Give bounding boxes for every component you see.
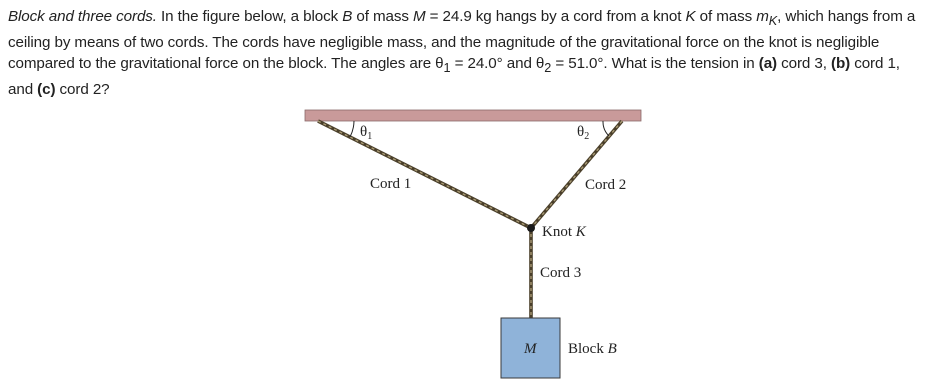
cord-1-label: Cord 1 [370, 176, 412, 192]
part-a-label: (a) [758, 55, 777, 73]
knot-mass-subscript: K [768, 14, 778, 29]
knot-label: Knot K [542, 224, 586, 240]
block-label: Block B [568, 341, 617, 357]
part-b-text: cord 1, and [8, 55, 900, 99]
theta1-label: $\theta_1$ [360, 124, 373, 142]
ceiling [305, 110, 641, 121]
theta2-subscript: 2 [544, 61, 552, 76]
problem-text-segment: of mass [695, 8, 757, 25]
theta1-value: = 24.0° and [450, 55, 536, 73]
problem-text-segment: , which hangs from a ceiling by means of two cords. The cords have negligible mass, and the magnitude of the gravitational force on the knot is negligible compared to the gravitational force on the block. The angles are [8, 8, 916, 73]
theta2-symbol: θ [535, 55, 545, 73]
theta1-symbol: θ [435, 55, 444, 73]
knot-mass-symbol: m [756, 8, 769, 25]
theta2-arc [603, 121, 609, 136]
theta1-arc [350, 121, 354, 137]
problem-text-segment: In the figure below, a block [156, 8, 343, 25]
part-c-label: (c) [37, 81, 56, 99]
block-letter: B [342, 8, 353, 25]
mass-value: = 24.9 kg hangs by a cord from a knot [425, 8, 686, 25]
cord-3-label: Cord 3 [540, 265, 582, 281]
theta2-value: = 51.0°. What is the tension in [551, 55, 759, 73]
theta1-subscript: 1 [443, 61, 451, 76]
block-mass-label: M [524, 341, 537, 357]
part-b-label: (b) [830, 55, 851, 73]
part-c-text: cord 2? [55, 81, 110, 99]
knot-letter: K [685, 8, 696, 25]
knot [527, 224, 535, 232]
mass-symbol: M [412, 8, 426, 25]
theta2-label: $\theta_2$ [577, 124, 590, 142]
problem-title: Block and three cords. [8, 8, 157, 25]
part-a-text: cord 3, [777, 55, 831, 73]
cord-2-label: Cord 2 [585, 177, 627, 193]
problem-text-segment: of mass [352, 8, 413, 25]
